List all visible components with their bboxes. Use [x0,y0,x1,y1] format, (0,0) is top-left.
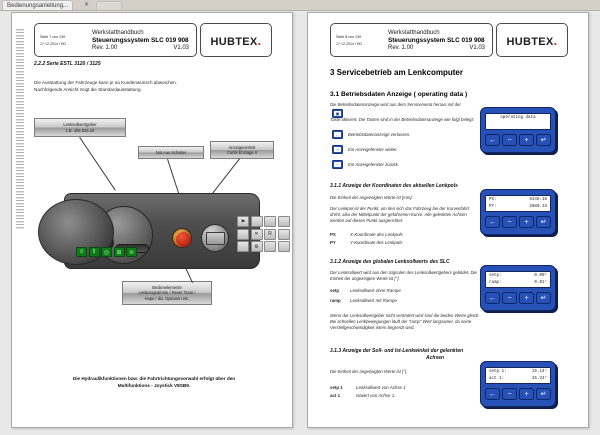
display-row-value: 5449.16 [529,198,547,202]
logo-x: X [249,35,258,48]
display-row-label: PX: [489,198,497,202]
curtis-lcd-screen [206,232,225,245]
page-left [11,12,293,428]
page-number-label: Seite 7 von 139 [40,34,65,39]
display-lenkpol-koordinaten [480,189,556,235]
header-meta [334,26,384,54]
callout-bedienelemente [122,281,212,305]
display-key-back[interactable] [485,134,500,146]
display-row-label: ramp: [489,281,502,285]
enter-icon: ↵ [540,218,547,226]
led-indicator: ◎ [101,247,112,257]
display-key-minus[interactable] [502,292,517,304]
enter-icon: ↵ [540,294,547,302]
definition-setp-1 [330,385,406,391]
display-text: operating data [500,116,536,120]
definition-text: Istwert von Achse 1. [356,393,396,398]
version-label: V1.03 [173,44,189,51]
display-row [489,273,547,280]
logo-dot: . [553,32,558,48]
header-titles [88,26,193,54]
display-lenksollwert [480,265,556,311]
callout-line-2: Curtis EnGage II [226,150,258,155]
document-header-left [34,23,272,57]
display-key-enter[interactable] [536,388,551,400]
plus-icon: + [524,390,529,398]
minus-icon: − [334,162,341,167]
callout-not-aus-schalter [138,146,204,159]
logo-x: X [545,35,554,48]
keypad-key[interactable] [237,241,249,252]
header-info-box [330,23,493,57]
keypad-key[interactable]: R [264,229,276,240]
display-keypad[interactable] [485,216,551,228]
keypad-key[interactable] [264,241,276,252]
page-number-label: Seite 8 von 139 [336,34,361,39]
keypad-key[interactable] [264,216,276,227]
minus-icon: − [507,294,512,302]
manual-revision-row [388,45,489,51]
paragraph-3-1-2-body: Der Lenksollwert wird aus den Signalen des Lenksollwertgebers gebildet. Die Einheit der angezeigten Werte ist [°]. [330,270,477,282]
minus-icon: − [507,218,512,226]
plus-icon: + [334,147,341,152]
page-right [307,12,589,428]
closing-note-line-1: Die Hydraulikfunktionen bzw. die Fahrtrichtungsvorwahl erfolgt über den [72,376,236,381]
display-key-enter[interactable] [536,292,551,304]
definition-key: ramp [330,298,341,303]
section-reference: 2.2.2 Serie ESTL 3120 / 3125 [34,61,101,67]
revision-label: Rev. 1.00 [92,44,118,51]
definition-key: act 1 [330,393,341,398]
display-keypad[interactable] [485,134,551,146]
intro-line-2: Nachfolgende Ansicht zeigt die Standardausstattung. [34,87,142,92]
heading-3-1-2: 3.1.2 Anzeige des globalen Lenksollwerts des SLC [330,259,450,265]
plus-icon: + [524,218,529,226]
display-key-enter[interactable] [536,134,551,146]
manual-revision-row [92,45,193,51]
display-key-back[interactable] [485,216,500,228]
definition-act-1 [330,393,395,399]
plus-icon: + [524,294,529,302]
display-key-plus[interactable] [519,216,534,228]
display-row [489,280,547,287]
keypad-key[interactable] [278,241,290,252]
revision-label: Rev. 1.00 [388,44,414,51]
close-icon[interactable]: ✕ [84,2,90,8]
closing-note [38,375,270,389]
document-header-right [330,23,568,57]
back-icon: ← [489,294,496,302]
heading-3-1-3-cont: Achsen [426,355,445,361]
enter-icon: ↵ [540,390,547,398]
plus-icon: + [524,136,529,144]
keypad-key[interactable]: ⚑ [237,216,249,227]
menu-key-icon[interactable]: ▣ [332,109,343,118]
callout-line-2: z.B. 406 825 10 [65,127,95,133]
callout-line-1: Bedienelemente [152,285,182,291]
date-label: 17.12.2014 / KD [40,41,66,46]
version-label: V1.03 [469,44,485,51]
display-key-minus[interactable] [502,216,517,228]
definition-text: Lenksollwert mit Rampe [350,298,397,303]
definition-setp [330,288,401,294]
display-row [489,204,547,211]
display-screen [485,113,551,130]
definition-key: PY [330,240,336,245]
hubtex-logo [200,23,272,57]
heading-3-1-1: 3.1.1 Anzeige der Koordinaten des aktuellen Lenkpols [330,183,458,189]
status-led-bar [76,247,137,257]
back-key-icon[interactable] [332,130,343,139]
paragraph-3-1-1-unit: Die Einheit der angezeigten Werte ist [mm]. [330,195,413,200]
display-row-value: 0.00° [534,274,547,278]
manual-type: Werkstatthandbuch [92,29,144,36]
callout-line-2: Lenkprogramme / Reset Taste / [138,290,196,296]
bullet-exit-display [332,130,410,139]
display-row-label: setp 1: [489,370,507,374]
logo-dot: . [257,32,262,48]
display-key-plus[interactable] [519,388,534,400]
back-icon: ← [335,132,340,137]
control-panel-illustration [30,185,280,277]
paragraph-3-1-intro2: Taste aktiviert. Die Tasten sind in der Betriebsdatenanzeige wie folgt belegt: [330,117,474,122]
leader-line-1 [79,137,116,191]
definition-ramp [330,298,397,304]
curtis-engage-display-unit[interactable] [201,224,229,252]
display-row [489,369,547,376]
manual-title: Steuerungssystem SLC 019 908 [388,36,485,44]
paragraph-3-1-1-body: Der Lenkpol ist der Punkt, um den sich das Fahrzeug bei der Kurvenfahrt dreht, also der Mittelpunkt der gefahrenen Kurve. Alle gelenkten Achsen werden auf diesen Punkt ausgerichtet. [330,206,470,224]
display-key-plus[interactable] [519,134,534,146]
bullet-prev-window [332,160,399,169]
display-screen [485,271,551,288]
callout-anzeigeeinheit [210,141,274,159]
led-indicator: ≋ [126,247,137,257]
page-title: 3 Servicebetrieb am Lenkcomputer [330,68,463,77]
logo-text: HUBTE [506,35,546,48]
minus-icon: − [507,390,512,398]
operator-keypad[interactable] [237,216,290,252]
display-key-back[interactable] [485,388,500,400]
definition-text: X-Koordinate des Lenkpols [350,232,403,237]
back-icon: ← [489,136,496,144]
heading-3-1: 3.1 Betriebsdaten Anzeige ( operating data ) [330,91,468,98]
display-key-back[interactable] [485,292,500,304]
callout-line-1: Anzeigeeinheit [228,144,256,150]
led-indicator: ≡ [76,247,87,257]
bullet-text: Ein Anzeigefenster zurück. [348,162,399,167]
paragraph-3-1-3-unit: Die Einheit der angezeigten Werte ist [°]. [330,369,408,374]
definition-text: Lenksollwert ohne Rampe [350,288,401,293]
keypad-key[interactable]: ⚙ [251,241,263,252]
display-row-label: act 1: [489,377,505,381]
definition-key: setp [330,288,340,293]
definition-key: PX [330,232,336,237]
display-keypad[interactable] [485,388,551,400]
keypad-key[interactable] [278,229,290,240]
display-row-value: 15.14° [531,370,547,374]
paragraph-3-1-intro: Die Betriebsdatenanzeige wird aus dem Servicemenü heraus mit der [330,102,461,107]
keypad-key[interactable] [237,229,249,240]
manual-type: Werkstatthandbuch [388,29,440,36]
back-icon: ← [489,390,496,398]
bullet-text: Betriebsdatenanzeige verlassen. [348,132,411,137]
display-row-value: 2880.33 [529,205,547,209]
keypad-key[interactable] [251,216,263,227]
definition-px [330,232,403,238]
display-key-minus[interactable] [502,134,517,146]
display-screen [485,367,551,384]
header-info-box [34,23,197,57]
definition-text: Y-Koordinate des Lenkpols [350,240,403,245]
callout-line-3: Hupe / div. Optionen etc. [144,295,190,301]
led-indicator: ‖ [89,247,100,257]
display-screen [485,195,551,212]
display-key-plus[interactable] [519,292,534,304]
led-indicator: ⊞ [114,247,125,257]
browser-tab-inactive[interactable] [96,1,122,11]
browser-chrome [0,0,600,11]
definition-key: setp 1 [330,385,343,390]
manual-title: Steuerungssystem SLC 019 908 [92,36,189,44]
minus-key-icon[interactable] [332,160,343,169]
minus-icon: − [507,136,512,144]
date-label: 17.12.2014 / KD [336,41,362,46]
heading-3-1-3: 3.1.3 Anzeige der Soll- und Ist-Lenkwinkel der gelenkten [330,348,464,354]
enter-icon: ↵ [540,136,547,144]
display-row-value: 0.01° [534,281,547,285]
definition-py [330,240,402,246]
display-key-minus[interactable] [502,388,517,400]
callout-line-1: Lenksollwertgeber [63,122,97,128]
display-key-enter[interactable] [536,216,551,228]
callout-line-1: Not Aus Schalter [155,149,187,155]
display-row [489,197,547,204]
intro-line-1: Die Ausstattung der Fahrzeuge kann je na Kundenwunsch abweichen. [34,80,178,85]
bullet-next-window [332,145,398,154]
callout-lenksollwertgeber [34,118,126,137]
emergency-stop-switch[interactable] [172,228,192,248]
hubtex-logo [496,23,568,57]
plus-key-icon[interactable] [332,145,343,154]
paragraph-3-1-2-note: Wenn der Lenksollwertgeber nicht verändert wird sind die beiden Werte gleich. Bei schnellen Lenkbewegungen läuft der "ramp" Wert langsamer, da seine Verstellgeschwindigkeit intern begrenzt wird. [330,313,480,331]
display-row-value: 15.24° [531,377,547,381]
browser-tab[interactable]: Bedienungsanleitung... [2,0,73,11]
back-icon: ← [489,218,496,226]
emergency-stop-button[interactable] [176,232,191,247]
display-row-label: setp: [489,274,502,278]
header-titles [384,26,489,54]
logo-text: HUBTE [210,35,250,48]
bullet-text: Ein Anzeigefenster weiter. [348,147,398,152]
display-operating-data [480,107,556,153]
keypad-key[interactable] [278,216,290,227]
scan-margin-text [16,29,24,229]
display-lenkwinkel-achse1 [480,361,556,407]
display-row-label: PY: [489,205,497,209]
keypad-key[interactable]: ✕ [251,229,263,240]
closing-note-line-2: Multifunktions - Joystick V8SB9. [117,383,191,388]
header-meta [38,26,88,54]
definition-text: Lenksollwert von Achse 1 [356,385,406,390]
display-keypad[interactable] [485,292,551,304]
display-row [489,376,547,383]
